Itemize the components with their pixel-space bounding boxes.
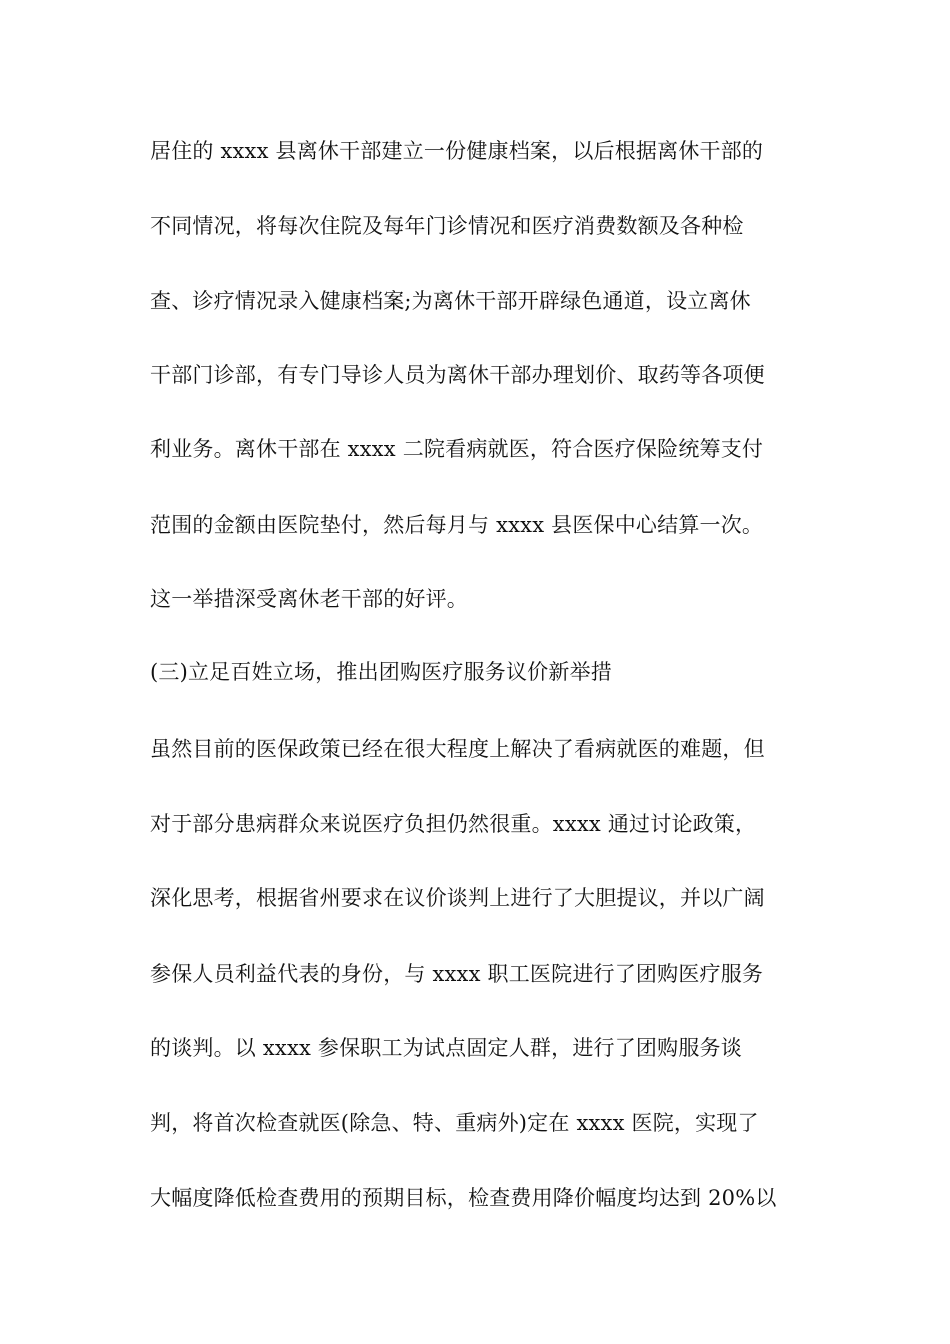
paragraph-line: 虽然目前的医保政策已经在很大程度上解决了看病就医的难题，但 xyxy=(150,737,765,761)
paragraph-line: 居住的 xxxx 县离休干部建立一份健康档案，以后根据离休干部的 xyxy=(150,139,764,163)
paragraph-line: 查、诊疗情况录入健康档案;为离休干部开辟绿色通道，设立离休 xyxy=(150,289,751,313)
paragraph-line: 不同情况，将每次住院及每年门诊情况和医疗消费数额及各种检 xyxy=(150,214,744,238)
paragraph-line: 范围的金额由医院垫付，然后每月与 xxxx 县医保中心结算一次。 xyxy=(150,513,764,537)
paragraph-line: 参保人员利益代表的身份，与 xxxx 职工医院进行了团购医疗服务 xyxy=(150,962,764,986)
paragraph-line: 深化思考，根据省州要求在议价谈判上进行了大胆提议，并以广阔 xyxy=(150,886,765,910)
paragraph-line: 利业务。离休干部在 xxxx 二院看病就医，符合医疗保险统筹支付 xyxy=(150,437,764,461)
paragraph-line: 干部门诊部，有专门导诊人员为离休干部办理划价、取药等各项便 xyxy=(150,363,765,387)
paragraph-line: 这一举措深受离休老干部的好评。 xyxy=(150,587,468,611)
paragraph-line: 判，将首次检查就医(除急、特、重病外)定在 xxxx 医院，实现了 xyxy=(150,1111,759,1135)
paragraph-line: 大幅度降低检查费用的预期目标，检查费用降价幅度均达到 20%以 xyxy=(150,1186,777,1210)
paragraph-line: 的谈判。以 xxxx 参保职工为试点固定人群，进行了团购服务谈 xyxy=(150,1036,742,1060)
paragraph-line: 对于部分患病群众来说医疗负担仍然很重。xxxx 通过讨论政策， xyxy=(150,812,757,836)
section-heading: (三)立足百姓立场，推出团购医疗服务议价新举措 xyxy=(150,660,612,684)
